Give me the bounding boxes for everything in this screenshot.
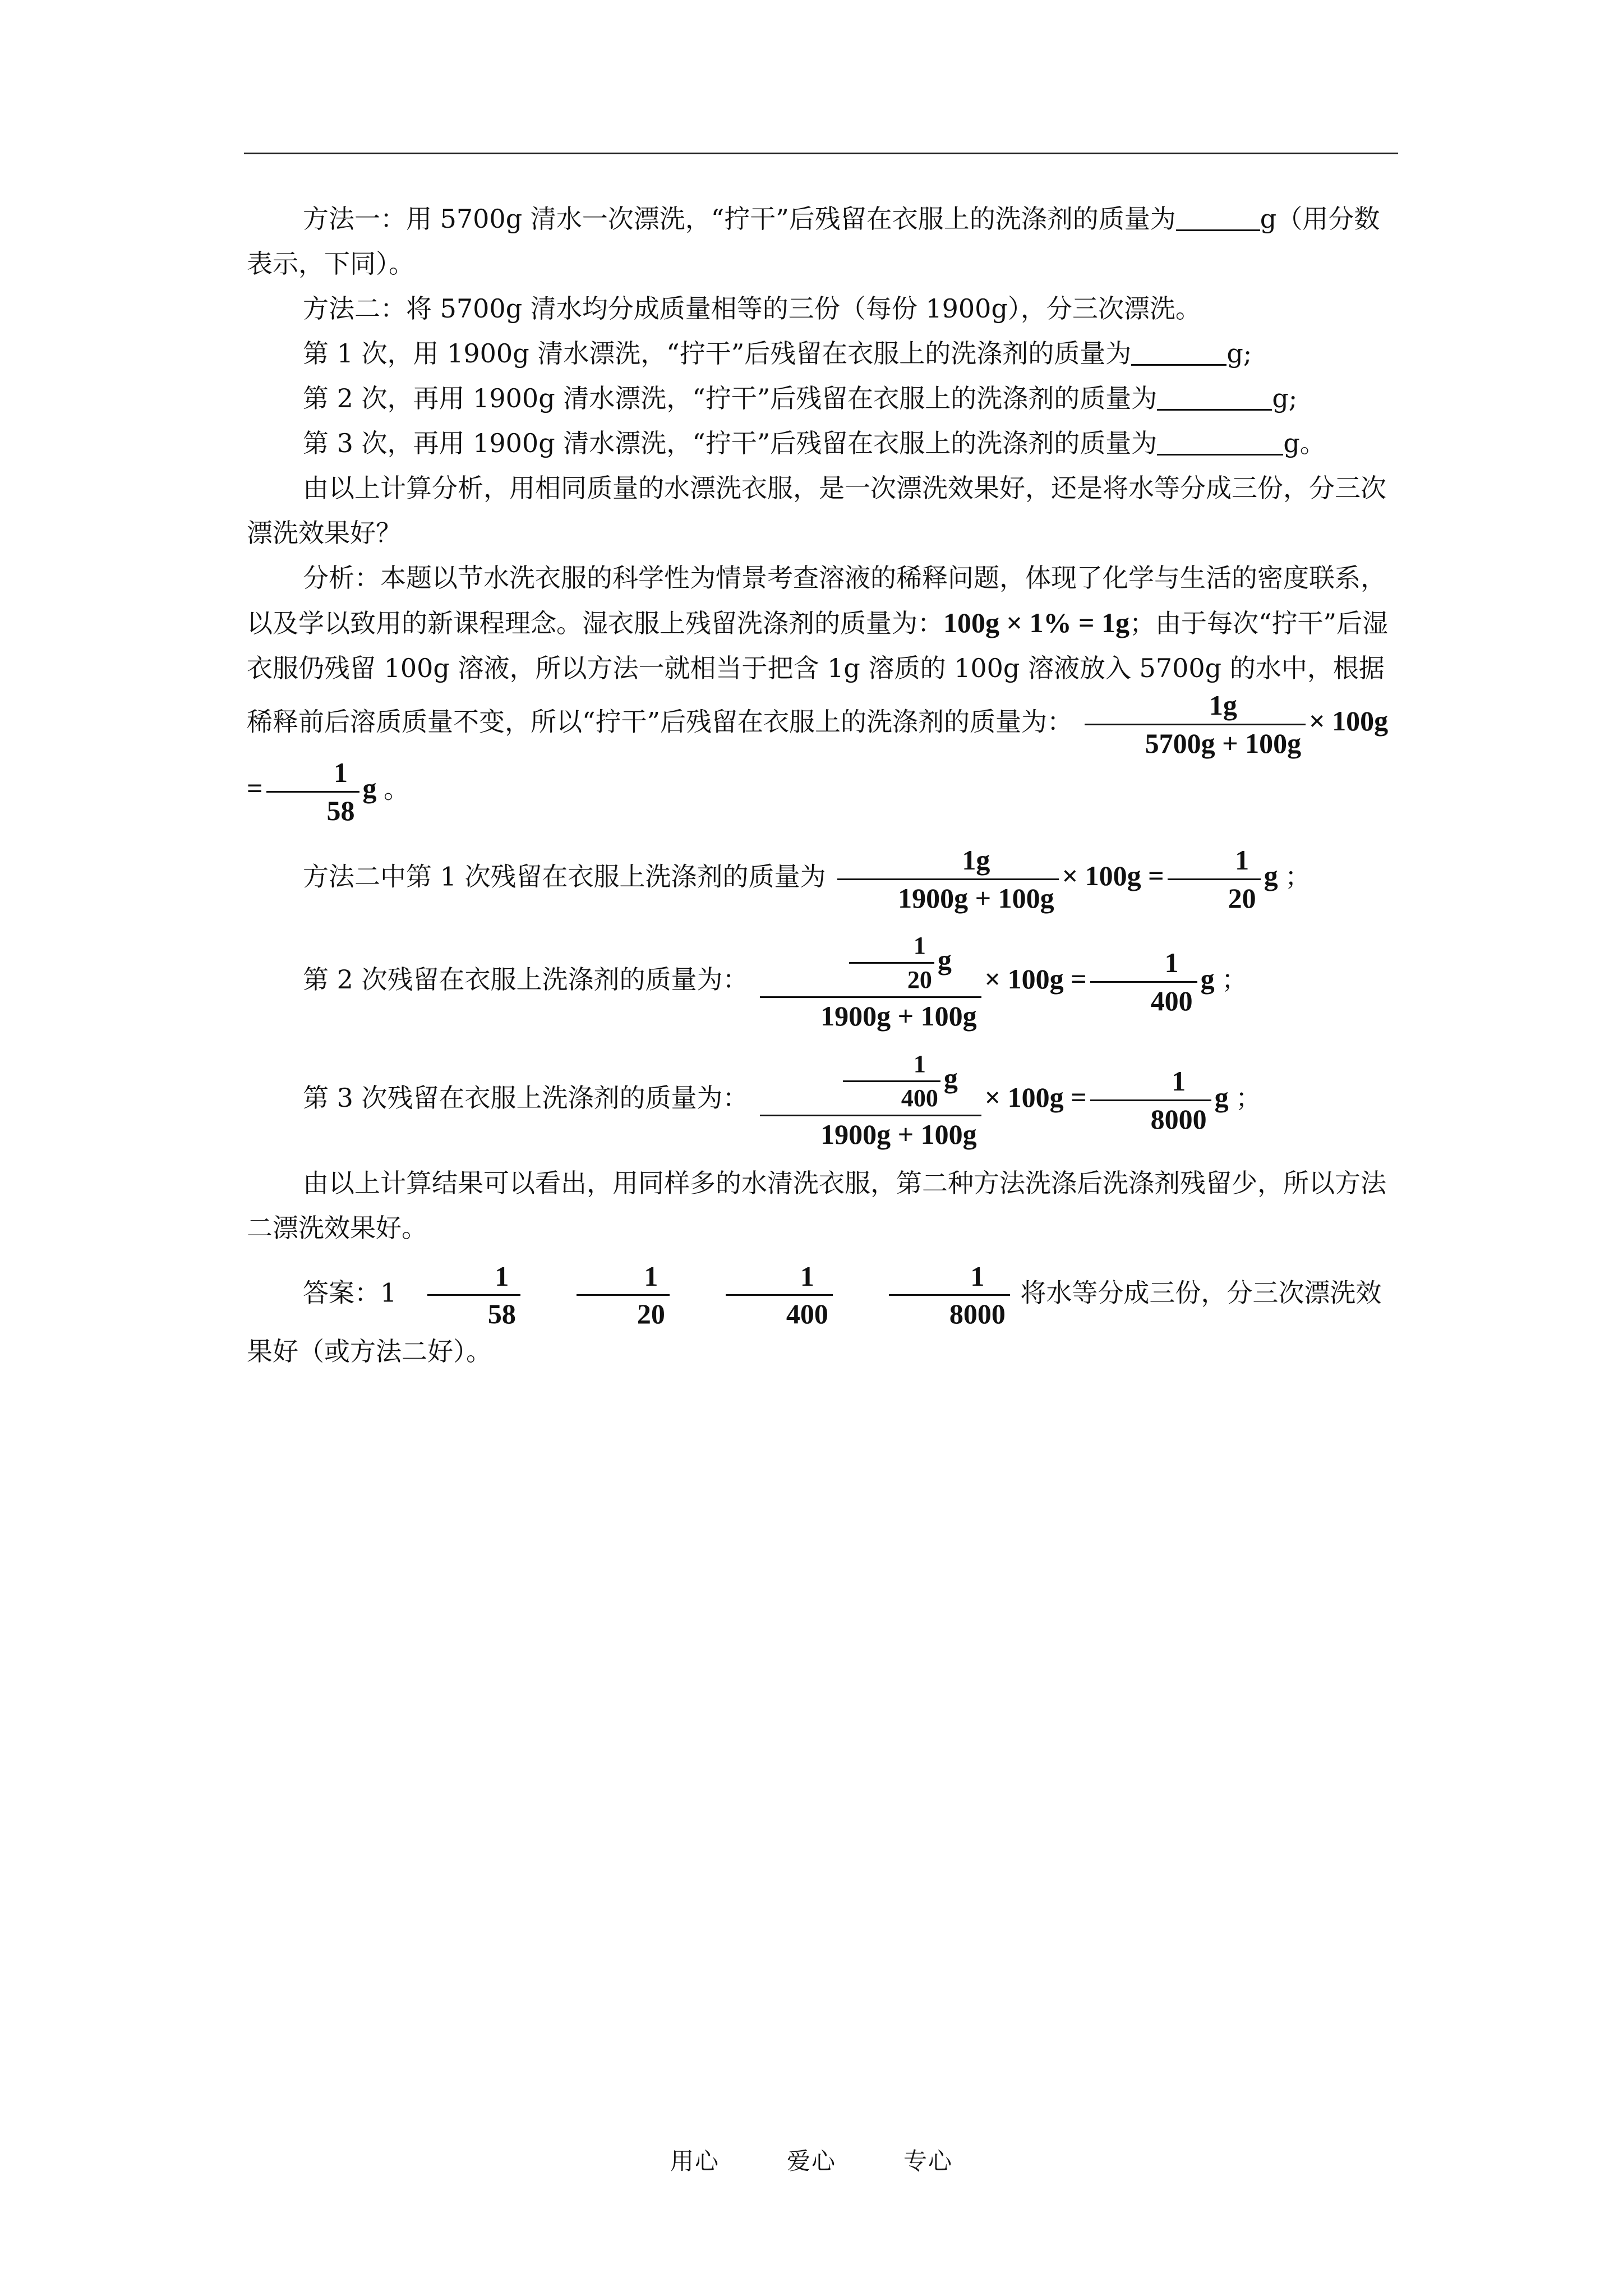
fraction-step3: $\frac{1}{400}$ g 1900g + 100g <box>760 1051 981 1149</box>
answer-fraction-1: $\frac{1}{58}$ <box>427 1262 520 1329</box>
analysis-paragraph: 分析：本题以节水洗衣服的科学性为情景考查溶液的稀释问题，体现了化学与生活的密度联系，以及学以致用的新课程理念。湿衣服上残留洗涤剂的质量为：100g × 1% = 1g；由于每次“拧干”后湿衣服仍残留 100g 溶液，所以方法一就相当于把含 1g 溶质的 100g 溶液放入 5700g 的水中，根据稀释前后溶质质量不变，所以“拧干”后残留在衣服上的洗涤剂的质量为： $\frac{1g}{5700g + 100g}$ × 100g = $\frac{1}{58}$ g 。 <box>247 563 1389 826</box>
fraction-result-1-8000: $\frac{1}{8000}$ <box>1090 1066 1211 1134</box>
page-footer: 用心 爱心 专心 <box>670 2147 953 2175</box>
answer-blank-1[interactable] <box>1176 200 1260 231</box>
conclusion-paragraph: 由以上计算结果可以看出，用同样多的水清洗衣服，第二种方法洗涤后洗涤剂残留少，所以方法二漂洗效果好。 <box>247 1167 1386 1243</box>
question-paragraph: 由以上计算分析，用相同质量的水漂洗衣服，是一次漂洗效果好，还是将水等分成三份，分三次漂洗效果好？ <box>247 473 1386 548</box>
answer-fraction-3: $\frac{1}{400}$ <box>726 1262 833 1329</box>
fraction-method1: $\frac{1g}{5700g + 100g}$ <box>1085 691 1306 758</box>
step2-paragraph: 第 2 次，再用 1900g 清水漂洗，“拧干”后残留在衣服上的洗涤剂的质量为 g; <box>247 376 1396 421</box>
equation-dilution-mass: 100g × 1% = 1g <box>943 607 1129 638</box>
answer-fraction-4: $\frac{1}{8000}$ <box>889 1262 1010 1329</box>
answer-paragraph: 答案：1 $\frac{1}{58}$ $\frac{1}{20}$ $\frac{1}{400}$ $\frac{1}{8000}$ 将水等分成三份，分三次漂洗效果好（或方法二好）。 <box>247 1260 1382 1366</box>
answer-blank-3[interactable] <box>1157 380 1272 411</box>
fraction-step1: $\frac{1g}{1900g + 100g}$ <box>837 845 1059 913</box>
method2-step2-equation-line: 第 2 次残留在衣服上洗涤剂的质量为： $\frac{1}{20}$ g 1900g + 100g × 100g = $\frac{1}{400}$ g ； <box>303 932 1248 1032</box>
method2-step3-equation-line: 第 3 次残留在衣服上洗涤剂的质量为： $\frac{1}{400}$ g 1900g + 100g × 100g = $\frac{1}{8000}$ g ； <box>303 1050 1262 1151</box>
step1-paragraph: 第 1 次，用 1900g 清水漂洗，“拧干”后残留在衣服上的洗涤剂的质量为 g; <box>247 331 1396 376</box>
method1-paragraph: 方法一：用 5700g 清水一次漂洗，“拧干”后残留在衣服上的洗涤剂的质量为 g（用分数表示，下同）。 <box>247 196 1396 286</box>
nested-fraction-1-400: $\frac{1}{400}$ <box>843 1051 940 1111</box>
answer-blank-4[interactable] <box>1157 425 1283 455</box>
answer-fraction-2: $\frac{1}{20}$ <box>577 1262 670 1329</box>
fraction-result-1-400: $\frac{1}{400}$ <box>1090 948 1197 1015</box>
method2-step1-equation-line: 方法二中第 1 次残留在衣服上洗涤剂的质量为 $\frac{1g}{1900g + 100g}$ × 100g = $\frac{1}{20}$ g ； <box>303 844 1311 914</box>
fraction-result-1-20: $\frac{1}{20}$ <box>1168 845 1261 913</box>
equation-method1: $\frac{1g}{5700g + 100g}$ × 100g = $\frac{1}{58}$ g <box>247 689 1389 826</box>
step3-paragraph: 第 3 次，再用 1900g 清水漂洗，“拧干”后残留在衣服上的洗涤剂的质量为 g。 <box>247 421 1396 466</box>
fraction-step2: $\frac{1}{20}$ g 1900g + 100g <box>760 933 981 1031</box>
main-content <box>247 196 1396 1374</box>
answer-blank-2[interactable] <box>1131 335 1227 366</box>
nested-fraction-1-20: $\frac{1}{20}$ <box>849 933 934 993</box>
method2-paragraph: 方法二：将 5700g 清水均分成质量相等的三份（每份 1900g），分三次漂洗。 <box>303 293 1201 324</box>
fraction-result-1-58: $\frac{1}{58}$ <box>266 758 359 825</box>
header-rule <box>244 153 1398 154</box>
